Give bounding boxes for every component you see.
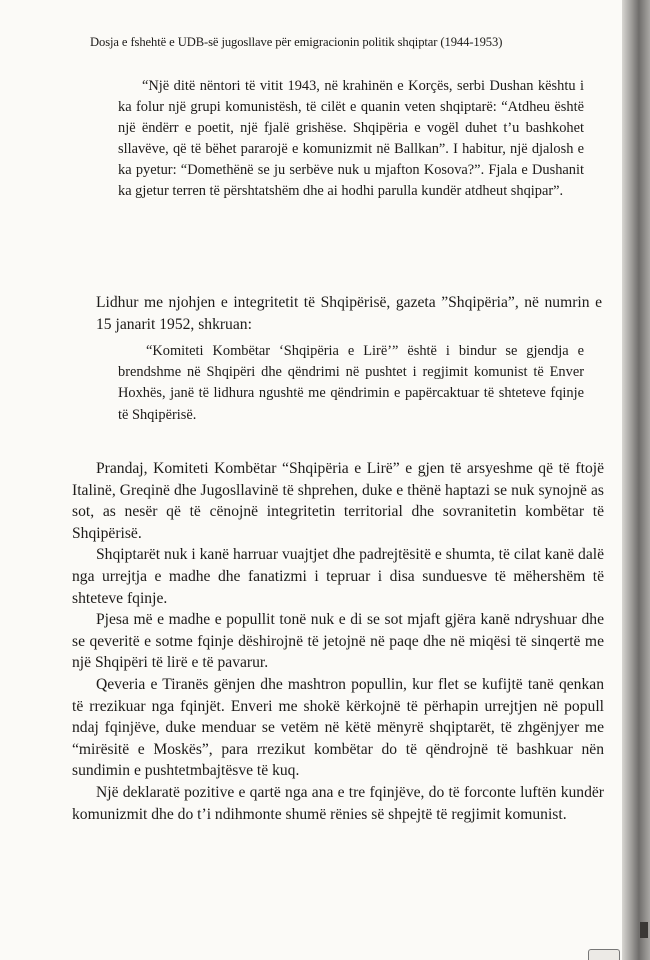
block-quote-komiteti: “Komiteti Kombëtar ‘Shqipëria e Lirë’” është i bindur se gjendja e brendshme në Shqipëri dhe qëndrimi në pushtet i regjimit komunist të Enver Hoxhës, janë të lidhura ngushtë me qëndrimin e papërcaktuar të shteteve fqinje të Shqipërisë. xyxy=(118,343,584,423)
paragraph: Pjesa më e madhe e popullit tonë nuk e di se sot mjaft gjëra kanë ndryshuar dhe se qeveritë e sotme fqinje dëshirojnë të jetojnë në paqe dhe në miqësi të sinqertë me një Shqipëri të lirë e të pavarur. xyxy=(72,611,604,672)
paragraph: Prandaj, Komiteti Kombëtar “Shqipëria e Lirë” e gjen të arsyeshme që të ftojë Italinë, Greqinë dhe Jugosllavinë të shprehen, duke e thënë haptazi se nuk synojnë as sot, as nesër që të cënojnë integritetin territorial dhe sovranitetin kombëtar të Shqipërisë. xyxy=(72,460,604,542)
intro-paragraph: Lidhur me njohjen e integritetit të Shqipërisë, gazeta ”Shqipëria”, në numrin e 15 janarit 1952, shkruan: xyxy=(96,294,602,333)
paragraph: Qeveria e Tiranës gënjen dhe mashtron popullin, kur flet se kufijtë tanë qenkan të rrezikuar nga fqinjët. Enveri me shokë kërkojnë të përhapin urrejtjen në popull ndaj fqinjëve, duke menduar se vetëm në këtë mënyrë shqiptarët, të zhgënjyer me “mirësitë e Moskës”, para rrezikut kombëtar do të qëndrojnë të bashkuar nën sundimin e pushtetmbajtësve të kuq. xyxy=(72,675,604,780)
body-text xyxy=(72,458,604,825)
paragraph: Shqiptarët nuk i kanë harruar vuajtjet dhe padrejtësitë e shumta, të cilat kanë dalë nga urrejtja e madhe dhe fanatizmi i tepruar i disa sunduesve të mëhershëm të shteteve fqinje. xyxy=(72,546,604,607)
next-page-edge xyxy=(622,0,650,960)
edge-mark xyxy=(640,922,648,938)
paragraph: Një deklaratë pozitive e qartë nga ana e tre fqinjëve, do të forconte luftën kundër komunizmit dhe do t’i ndihmonte shumë rënies së shpejtë të regjimit komunist. xyxy=(72,783,604,823)
corner-tab xyxy=(588,949,620,960)
running-head: Dosja e fshehtë e UDB-së jugosllave për emigracionin politik shqiptar (1944-1953) xyxy=(90,35,503,49)
block-quote-dushan: “Një ditë nëntori të vitit 1943, në krahinën e Korçës, serbi Dushan kështu i ka folur një grupi komunistësh, të cilët e quanin veten shqiptarë: “Atdheu është një ëndërr e poetit, një fjalë grishëse. Shqipëria e vogël duhet t’u bashkohet sllavëve, që të bëhet pararojë e komunizmit në Ballkan”. I habitur, një djalosh e ka pyetur: “Domethënë se ju serbëve nuk u mjafton Kosova?”. Fjala e Dushanit ka gjetur terren të përshtatshëm dhe ai hodhi parulla kundër atdheut shqipar”. xyxy=(118,78,584,199)
